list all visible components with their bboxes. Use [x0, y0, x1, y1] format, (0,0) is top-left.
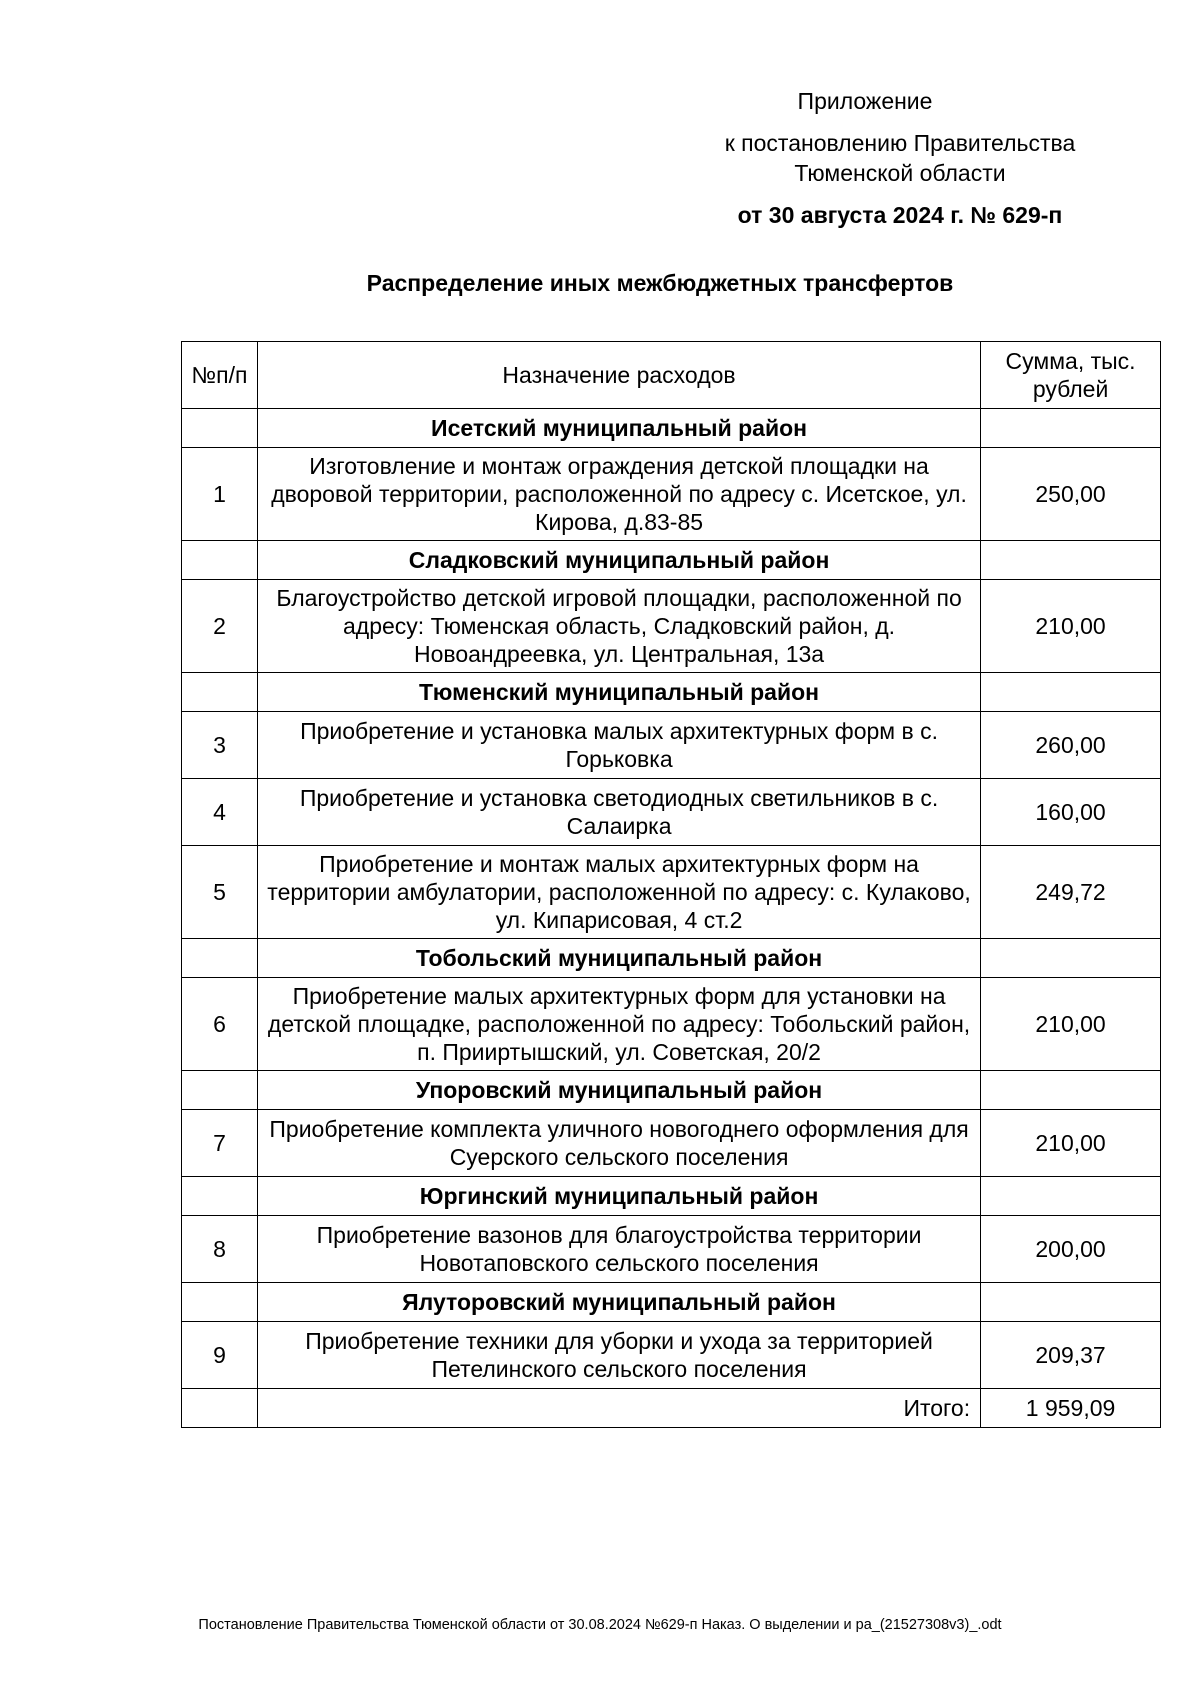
row-sum: 200,00 [981, 1216, 1161, 1283]
table-row [182, 846, 1161, 939]
row-number: 5 [182, 846, 258, 939]
row-number: 6 [182, 978, 258, 1071]
district-row [182, 541, 1161, 580]
transfers-table [181, 341, 1161, 1428]
row-sum: 210,00 [981, 978, 1161, 1071]
district-row [182, 673, 1161, 712]
row-purpose: Приобретение и монтаж малых архитектурных форм на территории амбулатории, расположенной по адресу: с. Кулаково, ул. Кипарисовая, 4 ст.2 [257, 846, 980, 939]
column-header-sum: Сумма, тыс. рублей [981, 342, 1161, 409]
empty-cell [182, 673, 258, 712]
row-sum: 210,00 [981, 580, 1161, 673]
row-number: 1 [182, 448, 258, 541]
district-row [182, 1283, 1161, 1322]
row-number: 2 [182, 580, 258, 673]
row-number: 8 [182, 1216, 258, 1283]
total-label: Итого: [257, 1389, 980, 1428]
district-name: Упоровский муниципальный район [257, 1071, 980, 1110]
empty-cell [981, 939, 1161, 978]
district-row [182, 1071, 1161, 1110]
row-purpose: Приобретение и установка светодиодных светильников в с. Салаирка [257, 779, 980, 846]
resolution-date: от 30 августа 2024 г. № 629-п [737, 202, 1063, 228]
row-sum: 160,00 [981, 779, 1161, 846]
empty-cell [182, 939, 258, 978]
row-number: 7 [182, 1110, 258, 1177]
resolution-reference: к постановлению Правительства [724, 130, 1076, 156]
table-row [182, 1110, 1161, 1177]
row-number: 4 [182, 779, 258, 846]
row-purpose: Приобретение техники для уборки и ухода за территорией Петелинского сельского поселения [257, 1322, 980, 1389]
total-row [182, 1389, 1161, 1428]
row-number: 9 [182, 1322, 258, 1389]
district-row [182, 939, 1161, 978]
empty-cell [182, 409, 258, 448]
table-row [182, 978, 1161, 1071]
table-row [182, 779, 1161, 846]
empty-cell [981, 673, 1161, 712]
region-name: Тюменской области [794, 160, 1006, 186]
row-sum: 250,00 [981, 448, 1161, 541]
appendix-label: Приложение [797, 88, 933, 114]
column-header-number: №п/п [182, 342, 258, 409]
district-name: Исетский муниципальный район [257, 409, 980, 448]
table-row [182, 712, 1161, 779]
district-name: Тобольский муниципальный район [257, 939, 980, 978]
district-row [182, 409, 1161, 448]
empty-cell [981, 409, 1161, 448]
row-purpose: Приобретение комплекта уличного новогоднего оформления для Суерского сельского поселения [257, 1110, 980, 1177]
row-purpose: Изготовление и монтаж ограждения детской площадки на дворовой территории, расположенной по адресу с. Исетское, ул. Кирова, д.83-85 [257, 448, 980, 541]
empty-cell [182, 1177, 258, 1216]
empty-cell [981, 1071, 1161, 1110]
row-sum: 260,00 [981, 712, 1161, 779]
district-name: Сладковский муниципальный район [257, 541, 980, 580]
table-row [182, 1216, 1161, 1283]
table-row [182, 448, 1161, 541]
empty-cell [981, 541, 1161, 580]
table-row [182, 1322, 1161, 1389]
empty-cell [182, 541, 258, 580]
empty-cell [182, 1071, 258, 1110]
row-sum: 210,00 [981, 1110, 1161, 1177]
table-body [182, 409, 1161, 1428]
row-number: 3 [182, 712, 258, 779]
row-purpose: Благоустройство детской игровой площадки, расположенной по адресу: Тюменская область, Сладковский район, д. Новоандреевка, ул. Центральная, 13а [257, 580, 980, 673]
column-header-purpose: Назначение расходов [257, 342, 980, 409]
district-row [182, 1177, 1161, 1216]
table-row [182, 580, 1161, 673]
empty-cell [981, 1283, 1161, 1322]
total-value: 1 959,09 [981, 1389, 1161, 1428]
district-name: Ялуторовский муниципальный район [257, 1283, 980, 1322]
row-sum: 209,37 [981, 1322, 1161, 1389]
document-title: Распределение иных межбюджетных трансфертов [366, 270, 954, 296]
empty-cell [182, 1389, 258, 1428]
row-purpose: Приобретение и установка малых архитектурных форм в с. Горьковка [257, 712, 980, 779]
page-footer: Постановление Правительства Тюменской области от 30.08.2024 №629-п Наказ. О выделении и ра_(21527308v3)_.odt [198, 1617, 1002, 1633]
table-header-row [182, 342, 1161, 409]
row-purpose: Приобретение вазонов для благоустройства территории Новотаповского сельского поселения [257, 1216, 980, 1283]
district-name: Тюменский муниципальный район [257, 673, 980, 712]
row-purpose: Приобретение малых архитектурных форм для установки на детской площадке, расположенной по адресу: Тобольский район, п. Прииртышский, ул. Советская, 20/2 [257, 978, 980, 1071]
empty-cell [981, 1177, 1161, 1216]
row-sum: 249,72 [981, 846, 1161, 939]
empty-cell [182, 1283, 258, 1322]
district-name: Юргинский муниципальный район [257, 1177, 980, 1216]
